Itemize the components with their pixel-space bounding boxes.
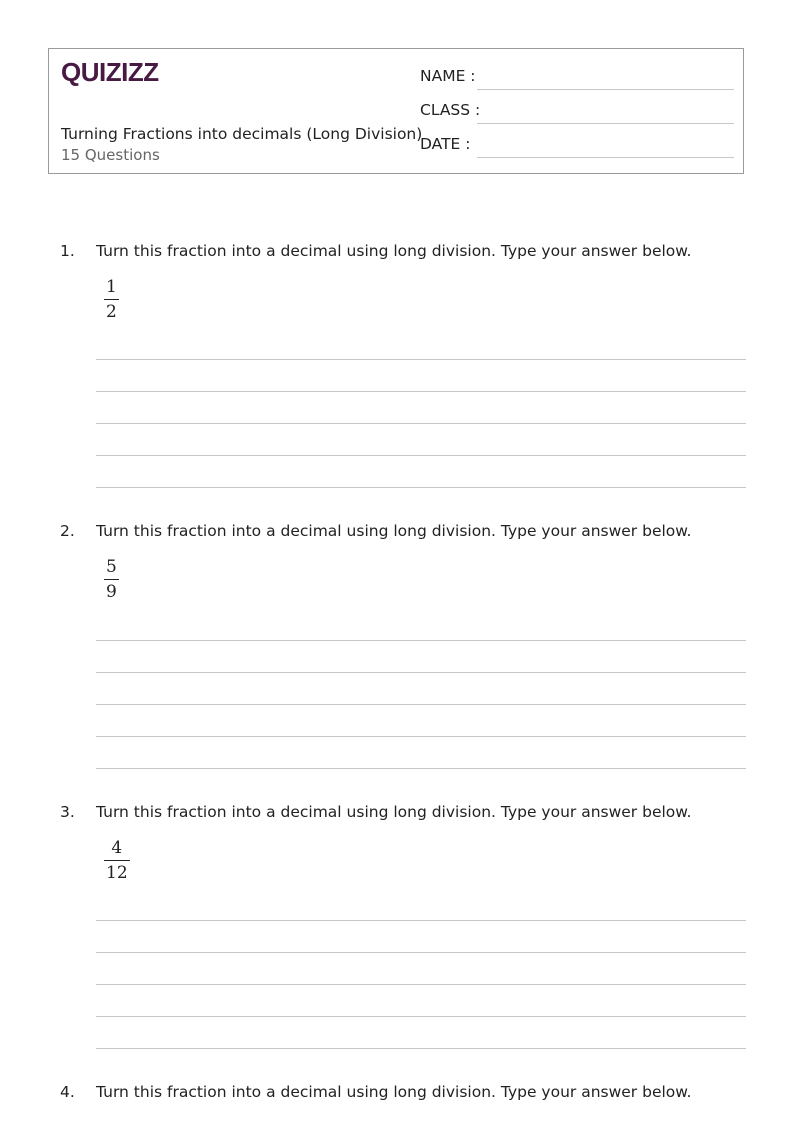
numerator: 1 — [106, 277, 117, 297]
date-field[interactable] — [420, 135, 734, 159]
fraction — [104, 556, 119, 603]
class-label: CLASS : — [420, 101, 481, 119]
answer-line[interactable] — [96, 359, 746, 360]
question-count: 15 Questions — [61, 146, 160, 164]
denominator: 12 — [106, 863, 128, 883]
answer-line[interactable] — [96, 952, 746, 953]
answer-line[interactable] — [96, 920, 746, 921]
answer-line[interactable] — [96, 1016, 746, 1017]
answer-line[interactable] — [96, 984, 746, 985]
answer-line[interactable] — [96, 704, 746, 705]
question-text: Turn this fraction into a decimal using long division. Type your answer below. — [96, 1083, 692, 1101]
worksheet-header — [48, 48, 744, 174]
quizizz-logo: QUIZIZZ — [61, 57, 159, 87]
fraction-bar — [104, 860, 130, 861]
date-line[interactable] — [477, 157, 734, 158]
numerator: 5 — [106, 557, 117, 577]
class-line[interactable] — [477, 123, 734, 124]
numerator: 4 — [111, 838, 123, 858]
question-text: Turn this fraction into a decimal using long division. Type your answer below. — [96, 242, 692, 260]
answer-line[interactable] — [96, 672, 746, 673]
fraction — [104, 276, 119, 323]
answer-line[interactable] — [96, 640, 746, 641]
answer-line[interactable] — [96, 423, 746, 424]
fraction-bar — [104, 299, 119, 300]
denominator: 9 — [106, 582, 117, 602]
answer-line[interactable] — [96, 768, 746, 769]
answer-line[interactable] — [96, 455, 746, 456]
fraction — [104, 837, 130, 884]
answer-line[interactable] — [96, 391, 746, 392]
fraction-bar — [104, 579, 119, 580]
name-field[interactable] — [420, 67, 734, 91]
question-text: Turn this fraction into a decimal using long division. Type your answer below. — [96, 803, 692, 821]
answer-line[interactable] — [96, 1048, 746, 1049]
question-number: 1. — [60, 242, 75, 260]
question-number: 2. — [60, 522, 75, 540]
question-text: Turn this fraction into a decimal using long division. Type your answer below. — [96, 522, 692, 540]
answer-line[interactable] — [96, 736, 746, 737]
worksheet-title: Turning Fractions into decimals (Long Division) — [61, 125, 423, 143]
answer-line[interactable] — [96, 487, 746, 488]
name-label: NAME : — [420, 67, 476, 85]
question-number: 3. — [60, 803, 75, 821]
name-line[interactable] — [477, 89, 734, 90]
question-number: 4. — [60, 1083, 75, 1101]
denominator: 2 — [106, 302, 117, 322]
class-field[interactable] — [420, 101, 734, 125]
date-label: DATE : — [420, 135, 471, 153]
